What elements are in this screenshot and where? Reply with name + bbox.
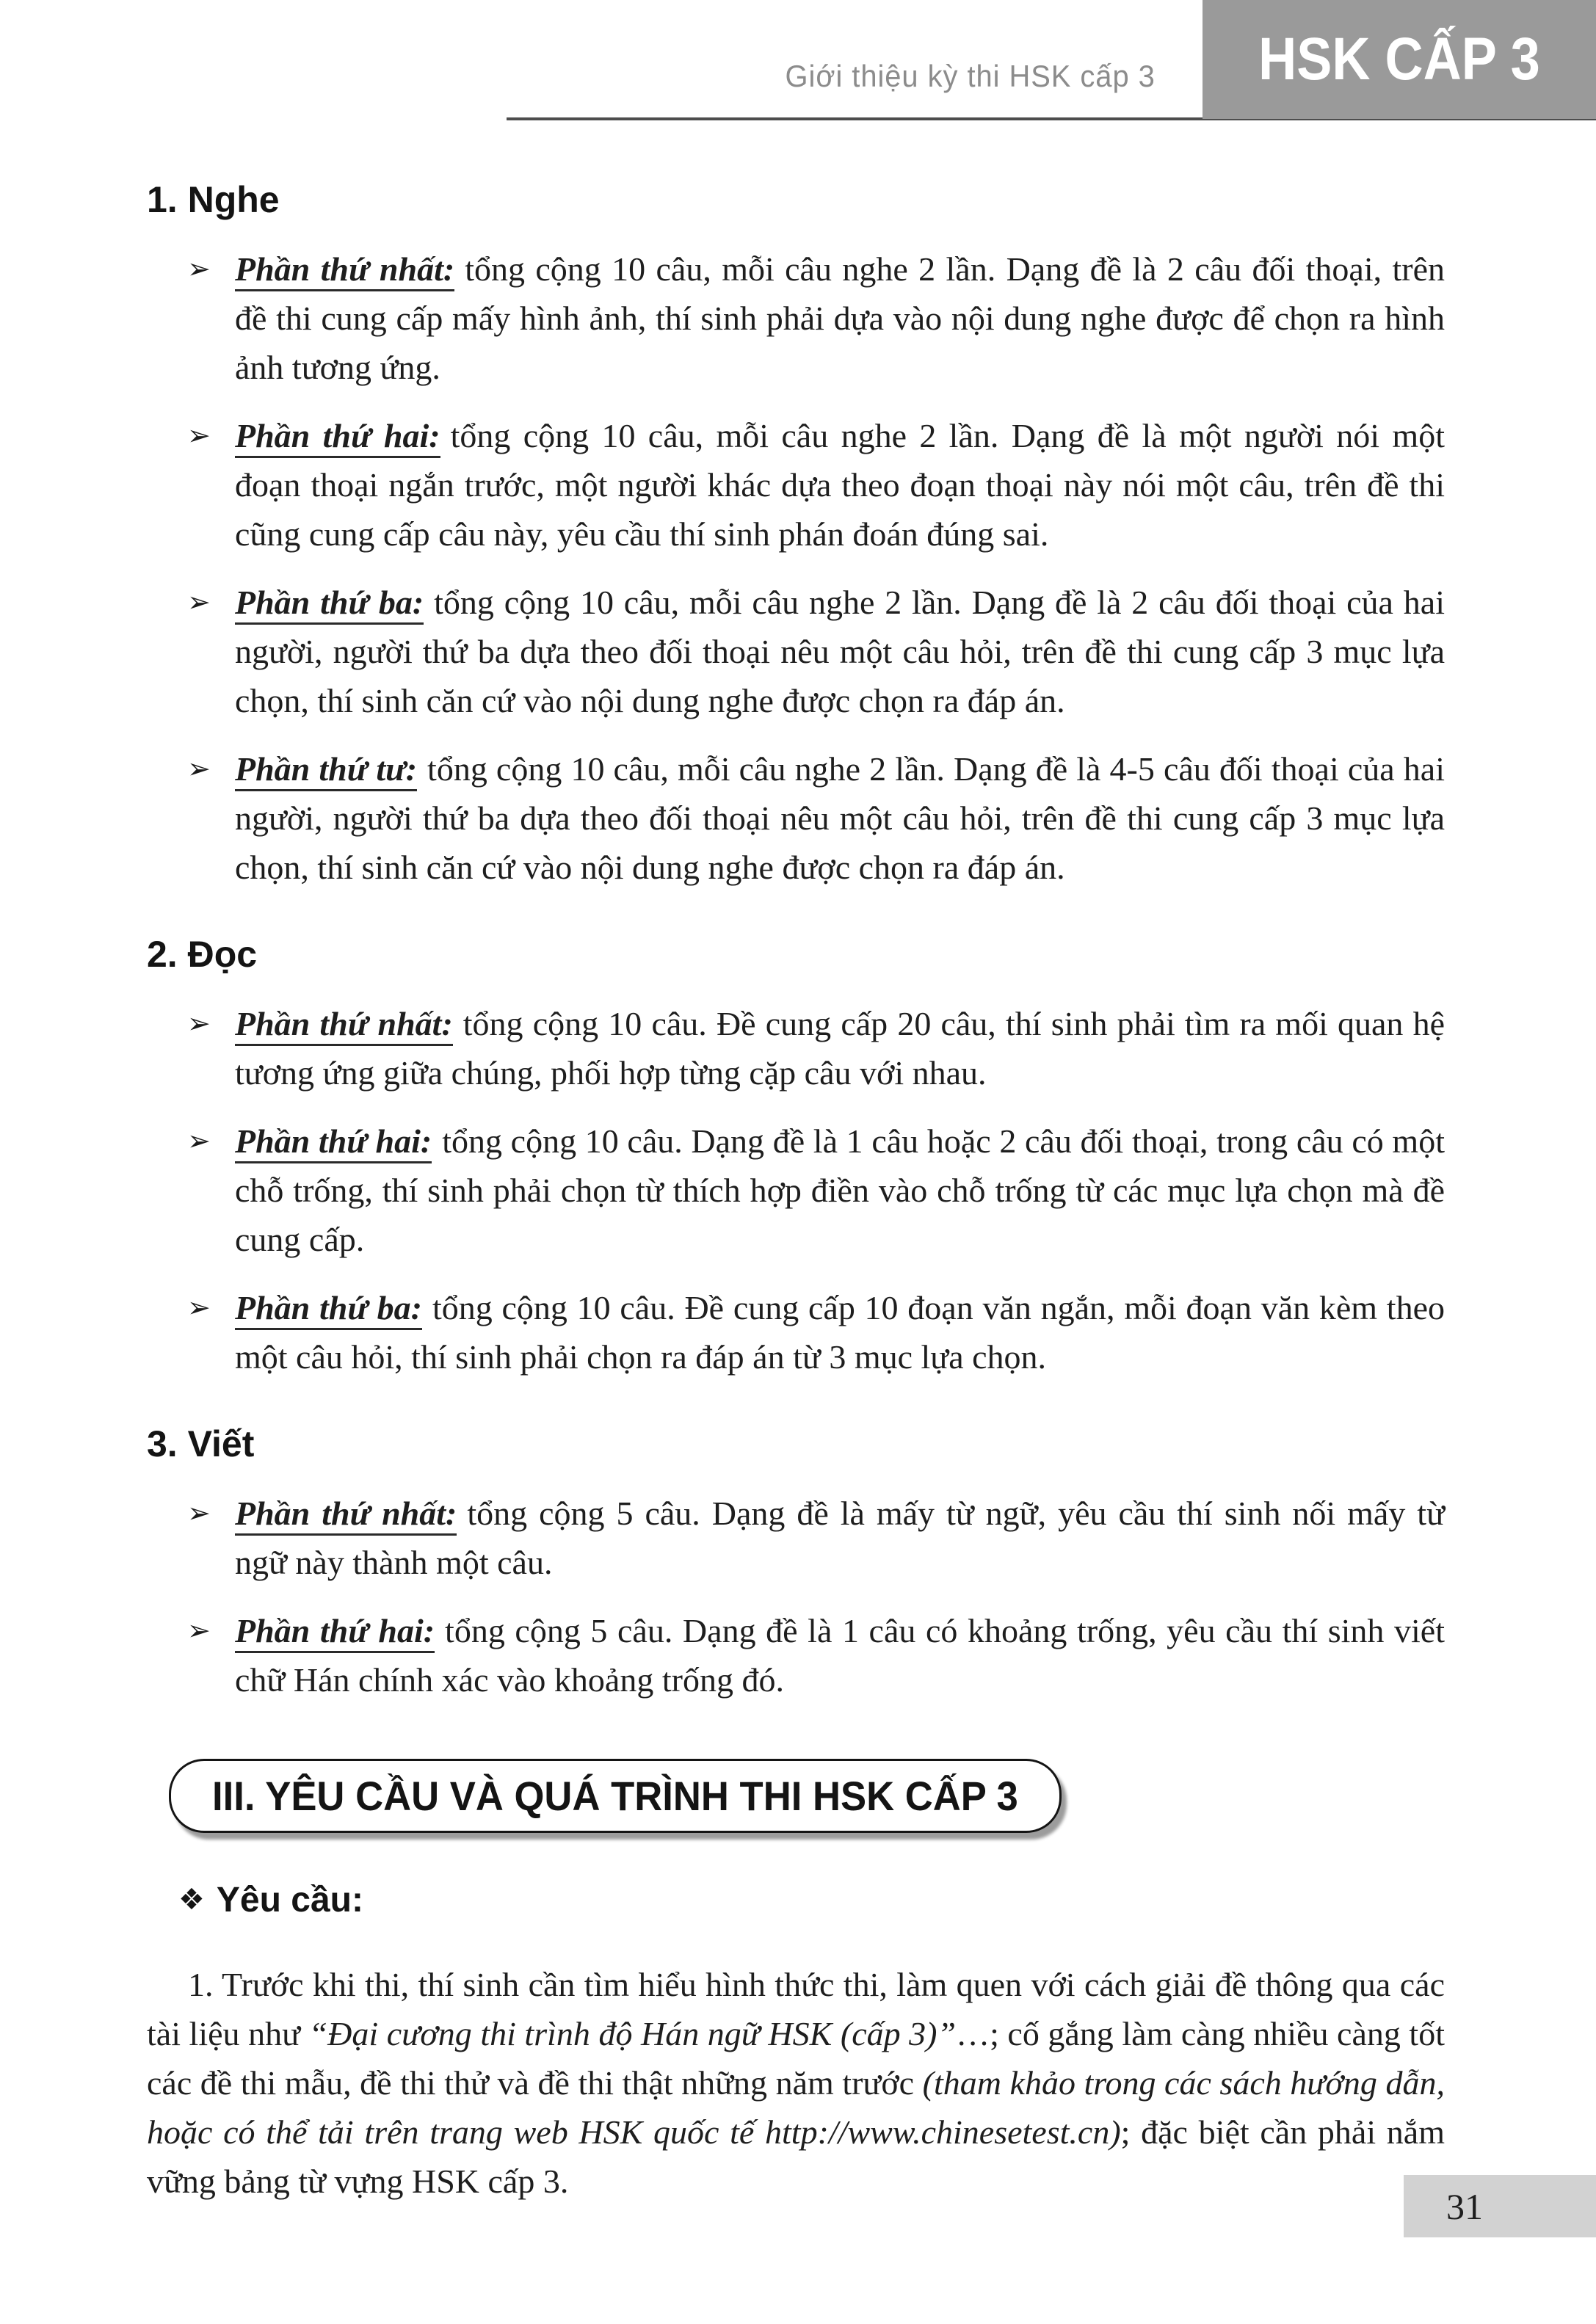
list-item (147, 1606, 1445, 1704)
section-banner (169, 1759, 1062, 1833)
paragraph-run: …; cố gắng làm càng nhiều càng tốt các đề thi mẫu, đề thi thử và đề thi thật những năm trước (147, 2015, 1445, 2102)
bullet-label: Phần thứ nhất: (235, 1005, 453, 1046)
bullet-text: tổng cộng 10 câu. Dạng đề là 1 câu hoặc 2 câu đối thoại, trong câu có một chỗ trống, thí sinh phải chọn từ thích hợp điền vào chỗ trống từ các mục lựa chọn mà đề cung cấp. (235, 1122, 1445, 1258)
list-item (147, 999, 1445, 1097)
bullet-label: Phần thứ hai: (235, 1122, 432, 1163)
list-item (147, 1283, 1445, 1381)
arrow-bullet-icon: ➢ (187, 1291, 211, 1323)
arrow-bullet-icon: ➢ (187, 1007, 211, 1039)
paragraph-run-note: (tham khảo trong các sách hướng dẫn, hoặc có thể tải trên trang web HSK quốc tế http://www.chinesetest.cn) (147, 2064, 1445, 2151)
list-item (147, 244, 1445, 392)
bullet-text: tổng cộng 10 câu, mỗi câu nghe 2 lần. Dạng đề là 2 câu đối thoại, trên đề thi cung cấp mấy hình ảnh, thí sinh phải dựa vào nội dung nghe được để chọn ra hình ảnh tương ứng. (235, 250, 1446, 386)
bullet-text: tổng cộng 5 câu. Dạng đề là 1 câu có khoảng trống, yêu cầu thí sinh viết chữ Hán chính xác vào khoảng trống đó. (235, 1612, 1445, 1699)
paragraph-run: 1. Trước khi thi, thí sinh cần tìm hiểu hình thức thi, làm quen với cách giải đề thông qua các tài liệu như (147, 1966, 1445, 2052)
paragraph-run: ; đặc biệt cần phải nắm vững bảng từ vựng HSK cấp 3. (147, 2113, 1445, 2200)
list-item (147, 744, 1445, 892)
section-viet (147, 1423, 1445, 1704)
bullet-text: tổng cộng 10 câu. Đề cung cấp 10 đoạn văn ngắn, mỗi đoạn văn kèm theo một câu hỏi, thí sinh phải chọn ra đáp án từ 3 mục lựa chọn. (235, 1289, 1445, 1376)
requirements-heading-label: Yêu cầu: (216, 1881, 363, 1920)
arrow-bullet-icon: ➢ (187, 1614, 211, 1646)
page-number: 31 (1446, 2185, 1483, 2227)
arrow-bullet-icon: ➢ (187, 1497, 211, 1529)
bullet-text: tổng cộng 10 câu, mỗi câu nghe 2 lần. Dạng đề là 4-5 câu đối thoại của hai người, người thứ ba dựa theo đối thoại nêu một câu hỏi, trên đề thi cung cấp 3 mục lựa chọn, thí sinh căn cứ vào nội dung nghe được chọn ra đáp án. (235, 750, 1445, 886)
arrow-bullet-icon: ➢ (187, 253, 211, 285)
list-item (147, 411, 1445, 559)
section-banner-title: III. YÊU CẦU VÀ QUÁ TRÌNH THI HSK CẤP 3 (212, 1773, 1018, 1819)
arrow-bullet-icon: ➢ (187, 419, 211, 451)
bullet-label: Phần thứ nhất: (235, 1495, 457, 1536)
list-item (147, 1116, 1445, 1264)
list-item (147, 1489, 1445, 1587)
bullet-label: Phần thứ ba: (235, 584, 424, 625)
arrow-bullet-icon: ➢ (187, 586, 211, 618)
arrow-bullet-icon: ➢ (187, 1125, 211, 1157)
section-heading: 2. Đọc (147, 934, 258, 975)
bullet-list (147, 244, 1445, 892)
bullet-list (147, 1489, 1445, 1704)
bullet-list (147, 999, 1445, 1381)
section-nghe (147, 178, 1445, 892)
bullet-label: Phần thứ tư: (235, 750, 417, 791)
paragraph-run-book-title: “Đại cương thi trình độ Hán ngữ HSK (cấp 3)” (308, 2015, 957, 2052)
running-header-title: Giới thiệu kỳ thi HSK cấp 3 (785, 59, 1156, 93)
bullet-label: Phần thứ nhất: (235, 250, 454, 291)
bullet-label: Phần thứ hai: (235, 1612, 435, 1653)
requirements-heading (178, 1875, 1445, 1925)
section-heading: 1. Nghe (147, 179, 280, 220)
arrow-bullet-icon: ➢ (187, 752, 211, 785)
bullet-text: tổng cộng 10 câu. Đề cung cấp 20 câu, thí sinh phải tìm ra mối quan hệ tương ứng giữa chúng, phối hợp từng cặp câu với nhau. (235, 1005, 1445, 1092)
requirements-paragraph (147, 1960, 1445, 2206)
chapter-badge-label: HSK CẤP 3 (1258, 26, 1540, 92)
bullet-text: tổng cộng 5 câu. Dạng đề là mấy từ ngữ, yêu cầu thí sinh nối mấy từ ngữ này thành một câu. (235, 1495, 1446, 1581)
bullet-label: Phần thứ ba: (235, 1289, 422, 1330)
list-item (147, 578, 1445, 725)
section-doc (147, 933, 1445, 1381)
section-heading: 3. Viết (147, 1423, 255, 1464)
bullet-text: tổng cộng 10 câu, mỗi câu nghe 2 lần. Dạng đề là 2 câu đối thoại của hai người, người thứ ba dựa theo đối thoại nêu một câu hỏi, trên đề thi cung cấp 3 mục lựa chọn, thí sinh căn cứ vào nội dung nghe được chọn ra đáp án. (235, 584, 1445, 719)
bullet-text: tổng cộng 10 câu, mỗi câu nghe 2 lần. Dạng đề là một người nói một đoạn thoại ngắn trước, một người khác dựa theo đoạn thoại này nói một câu, trên đề thi cũng cung cấp câu này, yêu cầu thí sinh phán đoán đúng sai. (235, 417, 1445, 553)
bullet-label: Phần thứ hai: (235, 417, 440, 458)
page-number-box (1404, 2175, 1596, 2237)
diamond-bullet-icon: ❖ (178, 1883, 205, 1917)
